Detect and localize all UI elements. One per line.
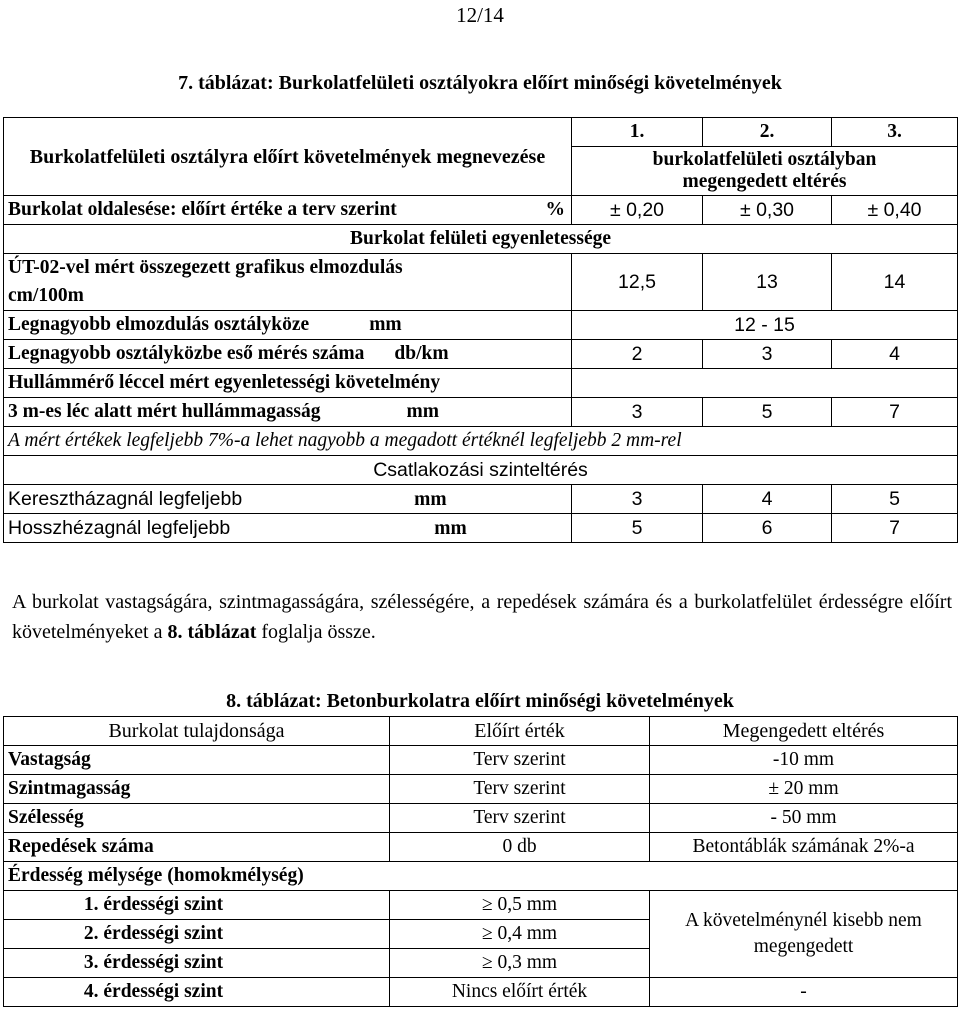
table8-last-prop: 4. érdességi szint xyxy=(4,978,390,1007)
row-meres-szama-v2: 3 xyxy=(703,340,832,369)
table8-row-tolerance: - 50 mm xyxy=(650,804,958,833)
table8-row-tolerance: -10 mm xyxy=(650,746,958,775)
table7 xyxy=(3,117,958,543)
row-ut02-v3: 14 xyxy=(832,254,958,311)
table8-caption: 8. táblázat: Betonburkolatra előírt minőségi követelmények xyxy=(226,690,734,712)
row-3m-lec-label: 3 m-es léc alatt mért hullámmagasság mm xyxy=(4,398,572,427)
table8-header-required: Előírt érték xyxy=(390,717,650,746)
table8-row-tolerance: Betontáblák számának 2%-a xyxy=(650,833,958,862)
row-meres-szama-label: Legnagyobb osztályközbe eső mérés száma db/km xyxy=(4,340,572,369)
row-3m-lec-v1: 3 xyxy=(572,398,703,427)
row-ut02-label: ÚT-02-vel mért összegezett grafikus elmozdulás cm/100m xyxy=(4,254,572,311)
table8 xyxy=(3,716,958,1007)
row-kereszthezag-v2: 4 xyxy=(703,485,832,514)
table7-header-col2: 2. xyxy=(703,118,832,147)
table8-roughness-required: ≥ 0,4 mm xyxy=(390,920,650,949)
table8-row-prop: Szintmagasság xyxy=(4,775,390,804)
row-oldalesese-v2: ± 0,30 xyxy=(703,196,832,225)
table7-header-requirement-name: Burkolatfelületi osztályra előírt követelmények megnevezése xyxy=(4,118,572,196)
row-kereszthezag-v1: 3 xyxy=(572,485,703,514)
note-row: A mért értékek legfeljebb 7%-a lehet nagyobb a megadott értéknél legfeljebb 2 mm-rel xyxy=(4,427,958,456)
row-kereszthezag-label: Keresztházagnál legfeljebb mm xyxy=(4,485,572,514)
table8-last-required: Nincs előírt érték xyxy=(390,978,650,1007)
table7-header-col1: 1. xyxy=(572,118,703,147)
page-number: 12/14 xyxy=(456,3,504,27)
section-csatlakozasi: Csatlakozási szinteltérés xyxy=(4,456,958,485)
row-hosszhezag-v2: 6 xyxy=(703,514,832,543)
table8-roughness-header-empty xyxy=(390,862,650,891)
row-meres-szama-v1: 2 xyxy=(572,340,703,369)
table8-roughness-prop: 3. érdességi szint xyxy=(4,949,390,978)
row-hullammero-empty xyxy=(572,369,958,398)
table8-last-tolerance: - xyxy=(650,978,958,1007)
row-hosszhezag-label: Hosszhézagnál legfeljebb mm xyxy=(4,514,572,543)
table8-roughness-header: Érdesség mélysége (homokmélység) xyxy=(4,862,390,891)
table7-subheader: burkolatfelületi osztályban megengedett eltérés xyxy=(572,147,958,196)
table8-row-tolerance: ± 20 mm xyxy=(650,775,958,804)
table8-roughness-tolerance: A követelménynél kisebb nem megengedett xyxy=(650,891,958,978)
row-oldalesese-v3: ± 0,40 xyxy=(832,196,958,225)
table8-roughness-prop: 1. érdességi szint xyxy=(4,891,390,920)
row-ut02-v1: 12,5 xyxy=(572,254,703,311)
table8-row-required: Terv szerint xyxy=(390,746,650,775)
table7-header-col3: 3. xyxy=(832,118,958,147)
row-legnagyobb-elmozdulas-label: Legnagyobb elmozdulás osztályköze mm xyxy=(4,311,572,340)
row-hosszhezag-v3: 7 xyxy=(832,514,958,543)
row-oldalesese-label: Burkolat oldalesése: előírt értéke a terv szerint % xyxy=(4,196,572,225)
table8-roughness-header-empty xyxy=(650,862,958,891)
table8-row-required: Terv szerint xyxy=(390,775,650,804)
row-hullammero-label: Hullámmérő léccel mért egyenletességi követelmény xyxy=(4,369,572,398)
row-kereszthezag-v3: 5 xyxy=(832,485,958,514)
row-ut02-v2: 13 xyxy=(703,254,832,311)
row-legnagyobb-elmozdulas-value: 12 - 15 xyxy=(572,311,958,340)
table8-row-prop: Repedések száma xyxy=(4,833,390,862)
row-3m-lec-v3: 7 xyxy=(832,398,958,427)
row-meres-szama-v3: 4 xyxy=(832,340,958,369)
table8-row-prop: Szélesség xyxy=(4,804,390,833)
table8-roughness-prop: 2. érdességi szint xyxy=(4,920,390,949)
row-oldalesese-v1: ± 0,20 xyxy=(572,196,703,225)
table8-header-prop: Burkolat tulajdonsága xyxy=(4,717,390,746)
table8-row-prop: Vastagság xyxy=(4,746,390,775)
section-egyenletesseg: Burkolat felületi egyenletessége xyxy=(4,225,958,254)
paragraph: A burkolat vastagságára, szintmagasságára, szélességére, a repedések számára és a burkolatfelület érdességre előírt követelményeket a 8. táblázat foglalja össze. xyxy=(12,591,952,643)
table8-roughness-required: ≥ 0,5 mm xyxy=(390,891,650,920)
table8-header-tolerance: Megengedett eltérés xyxy=(650,717,958,746)
table7-caption: 7. táblázat: Burkolatfelületi osztályokra előírt minőségi követelmények xyxy=(178,72,782,94)
row-hosszhezag-v1: 5 xyxy=(572,514,703,543)
table8-row-required: 0 db xyxy=(390,833,650,862)
row-3m-lec-v2: 5 xyxy=(703,398,832,427)
table8-row-required: Terv szerint xyxy=(390,804,650,833)
table8-roughness-required: ≥ 0,3 mm xyxy=(390,949,650,978)
